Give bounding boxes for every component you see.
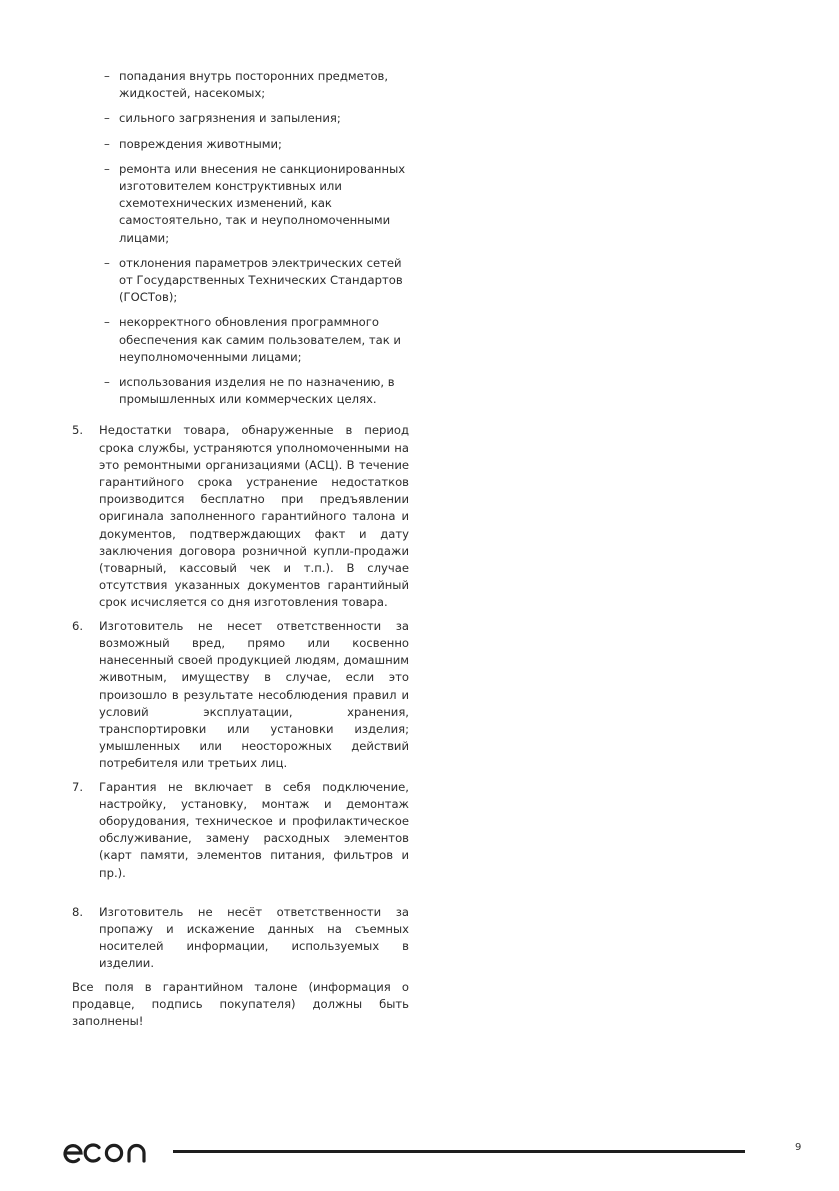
list-item xyxy=(72,314,409,366)
page-number: 9 xyxy=(795,1142,802,1153)
econ-logo xyxy=(62,1136,152,1166)
list-item xyxy=(72,255,409,307)
item-number: 7. xyxy=(72,779,84,794)
final-note: Все поля в гарантийном талоне (информация о продавце, подпись покупателя) должны быть заполнены! xyxy=(72,979,409,1028)
item-number: 8. xyxy=(72,904,84,919)
list-item-text: повреждения животными; xyxy=(119,136,282,151)
item-number: 5. xyxy=(72,423,84,438)
exclusion-list xyxy=(72,68,409,408)
numbered-item xyxy=(72,618,409,773)
dash-bullet: – xyxy=(104,375,110,390)
list-item xyxy=(72,68,409,102)
dash-bullet: – xyxy=(104,69,110,83)
numbered-item xyxy=(72,422,409,611)
footer-rule xyxy=(173,1150,745,1153)
warranty-terms-list xyxy=(72,422,409,972)
item-text: Недостатки товара, обнаруженные в период срока службы, устраняются уполномоченными на это ремонтными организациями (АСЦ). В течение гарантийного срока устранение недостатков производится бесплатно при предъявлении оригинала заполненного гарантийного талона и документов, подтверждающих факт и дату заключения договора розничной купли-продажи (товарный, кассовый чек и т.п.). В случае отсутствия указанных документов гарантийный срок исчисляется со дня изготовления товара. xyxy=(99,423,409,610)
list-item-text: сильного загрязнения и запыления; xyxy=(119,111,341,126)
item-text: Гарантия не включает в себя подключение, настройку, установку, монтаж и демонтаж оборудования, техническое и профилактическое обслуживание, замену расходных элементов (карт памяти, элементов питания, фильтров и пр.). xyxy=(99,779,409,880)
document-body xyxy=(72,68,409,1030)
page-footer xyxy=(0,1130,839,1170)
list-item-text: ремонта или внесения не санкционированных изготовителем конструктивных или схемотехнических изменений, как самостоятельно, так и неуполномоченными лицами; xyxy=(119,161,406,245)
list-item xyxy=(72,374,409,408)
dash-bullet: – xyxy=(104,255,110,270)
dash-bullet: – xyxy=(104,111,110,126)
dash-bullet: – xyxy=(104,315,110,330)
item-number: 6. xyxy=(72,618,84,633)
numbered-item xyxy=(72,904,409,973)
item-text: Изготовитель не несёт ответственности за пропажу и искажение данных на съемных носителей информации, используемых в изделии. xyxy=(99,904,409,971)
list-item-text: попадания внутрь посторонних предметов, жидкостей, насекомых; xyxy=(119,69,389,101)
list-item xyxy=(72,161,409,247)
item-text: Изготовитель не несет ответственности за возможный вред, прямо или косвенно нанесенный своей продукцией людям, домашним животным, имуществу в случае, если это произошло в результате несоблюдения правил и условий эксплуатации, хранения, транспортировки или установки изделия; умышленных или неосторожных действий потребителя или третьих лиц. xyxy=(99,618,409,771)
dash-bullet: – xyxy=(104,136,110,151)
list-item xyxy=(72,136,409,153)
numbered-item xyxy=(72,779,409,882)
list-item-text: использования изделия не по назначению, в промышленных или коммерческих целях. xyxy=(119,375,395,407)
dash-bullet: – xyxy=(104,161,110,176)
list-item xyxy=(72,110,409,127)
list-item-text: некорректного обновления программного обеспечения как самим пользователем, так и неуполномоченными лицами; xyxy=(119,315,401,364)
list-item-text: отклонения параметров электрических сетей от Государственных Технических Стандартов (ГОСТов); xyxy=(119,255,403,305)
